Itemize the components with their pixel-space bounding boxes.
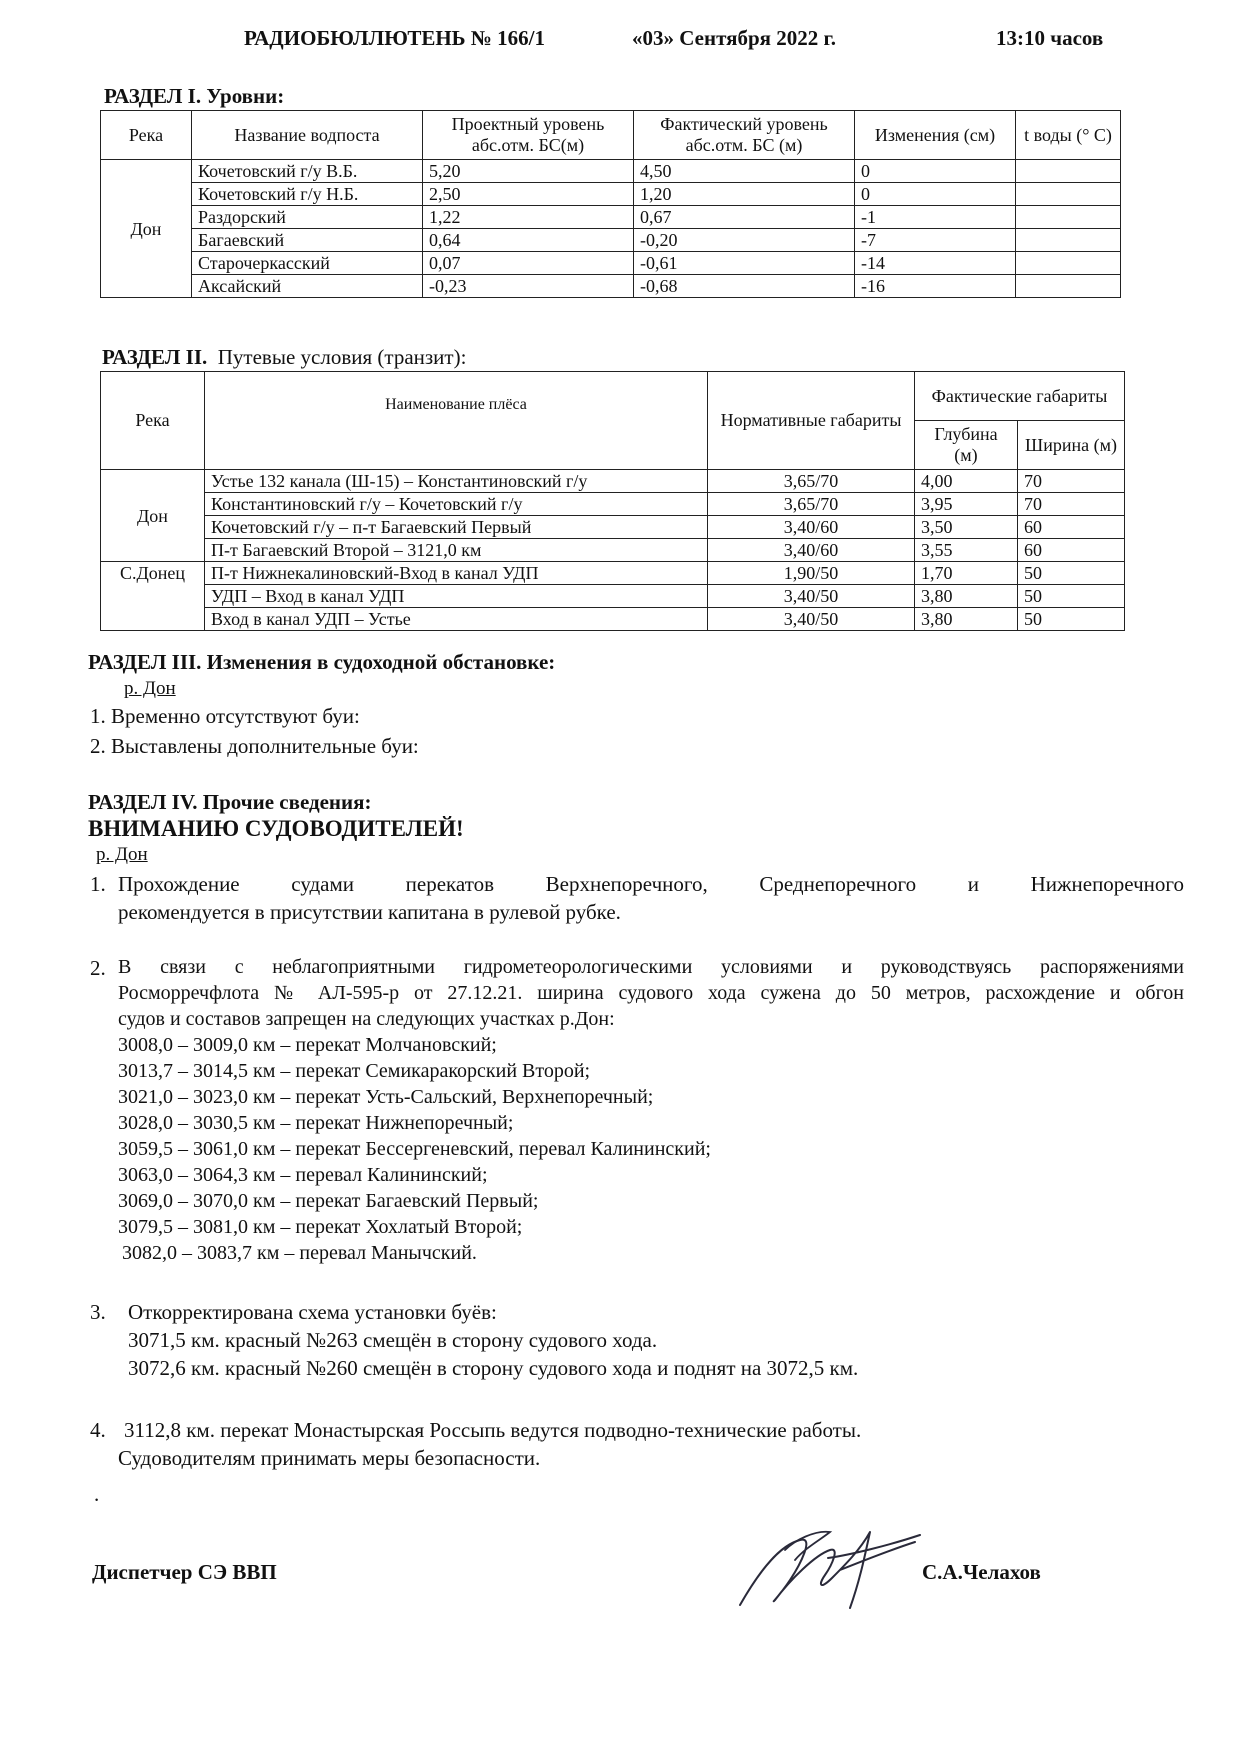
restricted-stretch: 3079,5 – 3081,0 км – перекат Хохлатый Второй; (118, 1216, 523, 1238)
item4-line: 3112,8 км. перекат Монастырская Россыпь ведутся подводно-технические работы. (124, 1418, 862, 1442)
width-cell: 50 (1018, 585, 1125, 608)
post-cell: Кочетовский г/у В.Б. (192, 160, 423, 183)
item2-line: судов и составов запрещен на следующих участках р.Дон: (118, 1008, 615, 1030)
section4-title: РАЗДЕЛ IV. Прочие сведения: (88, 790, 372, 814)
depth-cell: 4,00 (915, 470, 1018, 493)
actual-cell: 4,50 (634, 160, 855, 183)
section1-title: РАЗДЕЛ I. Уровни: (104, 84, 285, 108)
levels-table (100, 110, 1121, 298)
normative-cell: 3,40/60 (708, 516, 915, 539)
actual-cell: -0,68 (634, 275, 855, 298)
post-cell: Кочетовский г/у Н.Б. (192, 183, 423, 206)
item3-line: Откорректирована схема установки буёв: (128, 1300, 497, 1324)
levels-header-row (101, 111, 1121, 160)
col-depth: Глубина (м) (915, 421, 1018, 470)
stretch-cell: Кочетовский г/у – п-т Багаевский Первый (205, 516, 708, 539)
change-cell: 0 (855, 160, 1016, 183)
depth-cell: 3,80 (915, 585, 1018, 608)
table-row (101, 608, 1125, 631)
col-river: Река (101, 372, 205, 470)
project-cell: 2,50 (423, 183, 634, 206)
dispatcher-name: С.А.Челахов (922, 1560, 1041, 1584)
project-cell: -0,23 (423, 275, 634, 298)
depth-cell: 3,95 (915, 493, 1018, 516)
col-normative: Нормативные габариты (708, 372, 915, 470)
actual-cell: -0,61 (634, 252, 855, 275)
section2-title (102, 345, 466, 370)
change-cell: -7 (855, 229, 1016, 252)
post-cell: Аксайский (192, 275, 423, 298)
stretch-cell: Устье 132 канала (Ш-15) – Константиновский г/у (205, 470, 708, 493)
width-cell: 50 (1018, 562, 1125, 585)
col-change: Изменения (см) (855, 111, 1016, 160)
attention-heading: ВНИМАНИЮ СУДОВОДИТЕЛЕЙ! (88, 816, 464, 841)
table-row (101, 275, 1121, 298)
item3-line: 3072,6 км. красный №260 смещён в сторону судового хода и поднят на 3072,5 км. (128, 1356, 859, 1380)
stretch-cell: УДП – Вход в канал УДП (205, 585, 708, 608)
table-row (101, 229, 1121, 252)
col-actual-level: Фактический уровень абс.отм. БС (м) (634, 111, 855, 160)
bulletin-time: 13:10 часов (996, 26, 1104, 50)
restricted-stretch: 3069,0 – 3070,0 км – перекат Багаевский Первый; (118, 1190, 539, 1212)
table-row (101, 585, 1125, 608)
section3-item: 1. Временно отсутствуют буи: (90, 704, 360, 728)
post-cell: Раздорский (192, 206, 423, 229)
restricted-stretch: 3028,0 – 3030,5 км – перекат Нижнепоречный; (118, 1112, 514, 1134)
temp-cell (1016, 252, 1121, 275)
change-cell: 0 (855, 183, 1016, 206)
temp-cell (1016, 206, 1121, 229)
depth-cell: 3,55 (915, 539, 1018, 562)
col-actual-dimensions: Фактические габариты (915, 372, 1125, 421)
item2-number: 2. (90, 956, 106, 980)
project-cell: 0,64 (423, 229, 634, 252)
river-cell: С.Донец (101, 562, 205, 631)
item3-number: 3. (90, 1300, 106, 1324)
restricted-stretch: 3021,0 – 3023,0 км – перекат Усть-Сальский, Верхнепоречный; (118, 1086, 654, 1108)
change-cell: -14 (855, 252, 1016, 275)
transit-table (100, 371, 1125, 631)
section3-item: 2. Выставлены дополнительные буи: (90, 734, 419, 758)
stretch-cell: Вход в канал УДП – Устье (205, 608, 708, 631)
project-cell: 0,07 (423, 252, 634, 275)
width-cell: 60 (1018, 516, 1125, 539)
change-cell: -1 (855, 206, 1016, 229)
temp-cell (1016, 275, 1121, 298)
item1-line: Прохождение судами перекатов Верхнепоречного, Среднепоречного и Нижнепоречного (118, 872, 1184, 896)
post-cell: Багаевский (192, 229, 423, 252)
width-cell: 70 (1018, 493, 1125, 516)
actual-cell: 1,20 (634, 183, 855, 206)
actual-cell: -0,20 (634, 229, 855, 252)
stray-dot: . (94, 1482, 100, 1506)
section4-river: р. Дон (96, 844, 148, 865)
item1-number: 1. (90, 872, 106, 896)
actual-cell: 0,67 (634, 206, 855, 229)
temp-cell (1016, 229, 1121, 252)
transit-header-row-1 (101, 372, 1125, 421)
depth-cell: 1,70 (915, 562, 1018, 585)
bulletin-date: «03» Сентября 2022 г. (632, 26, 836, 50)
restricted-stretch: 3008,0 – 3009,0 км – перекат Молчановский; (118, 1034, 497, 1056)
item2-line: В связи с неблагоприятными гидрометеорологическими условиями и руководствуясь распоряжениями (118, 956, 1184, 978)
change-cell: -16 (855, 275, 1016, 298)
temp-cell (1016, 160, 1121, 183)
depth-cell: 3,80 (915, 608, 1018, 631)
signature-icon (720, 1510, 940, 1620)
stretch-cell: Константиновский г/у – Кочетовский г/у (205, 493, 708, 516)
section2-title-bold: РАЗДЕЛ II. (102, 345, 208, 369)
table-row (101, 206, 1121, 229)
item1-line: рекомендуется в присутствии капитана в рулевой рубке. (118, 900, 621, 924)
width-cell: 50 (1018, 608, 1125, 631)
restricted-stretch: 3013,7 – 3014,5 км – перекат Семикаракорский Второй; (118, 1060, 591, 1082)
table-row (101, 539, 1125, 562)
river-cell: Дон (101, 160, 192, 298)
col-water-temp: t воды (° С) (1016, 111, 1121, 160)
normative-cell: 3,40/50 (708, 608, 915, 631)
dispatcher-position: Диспетчер СЭ ВВП (92, 1560, 277, 1584)
col-river: Река (101, 111, 192, 160)
restricted-stretch: 3059,5 – 3061,0 км – перекат Бессергеневский, перевал Калининский; (118, 1138, 711, 1160)
normative-cell: 1,90/50 (708, 562, 915, 585)
bulletin-title: РАДИОБЮЛЛЮТЕНЬ № 166/1 (244, 26, 545, 50)
project-cell: 1,22 (423, 206, 634, 229)
normative-cell: 3,40/50 (708, 585, 915, 608)
table-row (101, 470, 1125, 493)
item4-line: Судоводителям принимать меры безопасности. (118, 1446, 541, 1470)
width-cell: 60 (1018, 539, 1125, 562)
normative-cell: 3,40/60 (708, 539, 915, 562)
table-row (101, 252, 1121, 275)
col-project-level: Проектный уровень абс.отм. БС(м) (423, 111, 634, 160)
section2-title-rest: Путевые условия (транзит): (217, 345, 467, 369)
table-row (101, 183, 1121, 206)
width-cell: 70 (1018, 470, 1125, 493)
table-row (101, 562, 1125, 585)
stretch-cell: П-т Багаевский Второй – 3121,0 км (205, 539, 708, 562)
table-row (101, 493, 1125, 516)
restricted-stretch: 3063,0 – 3064,3 км – перевал Калининский; (118, 1164, 488, 1186)
col-stretch: Наименование плёса (205, 372, 708, 470)
col-post: Название водпоста (192, 111, 423, 160)
table-row (101, 160, 1121, 183)
col-width: Ширина (м) (1018, 421, 1125, 470)
temp-cell (1016, 183, 1121, 206)
normative-cell: 3,65/70 (708, 493, 915, 516)
depth-cell: 3,50 (915, 516, 1018, 539)
stretch-cell: П-т Нижнекалиновский-Вход в канал УДП (205, 562, 708, 585)
section3-river: р. Дон (124, 678, 176, 699)
item2-line: Росморречфлота № АЛ-595-р от 27.12.21. ширина судового хода сужена до 50 метров, расхождение и обгон (118, 982, 1184, 1004)
item3-line: 3071,5 км. красный №263 смещён в сторону судового хода. (128, 1328, 658, 1352)
normative-cell: 3,65/70 (708, 470, 915, 493)
item4-number: 4. (90, 1418, 106, 1442)
restricted-stretch: 3082,0 – 3083,7 км – перевал Манычский. (122, 1242, 477, 1264)
section3-title: РАЗДЕЛ III. Изменения в судоходной обстановке: (88, 650, 556, 674)
table-row (101, 516, 1125, 539)
river-cell: Дон (101, 470, 205, 562)
post-cell: Старочеркасский (192, 252, 423, 275)
project-cell: 5,20 (423, 160, 634, 183)
